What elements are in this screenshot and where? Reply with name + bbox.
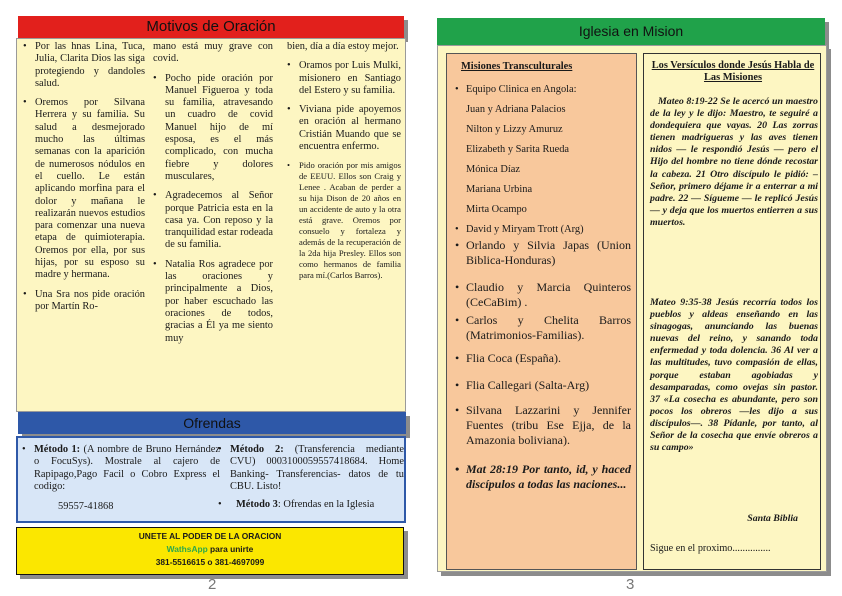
prayer-item-continued: mano está muy grave con covid. bbox=[153, 41, 273, 65]
prayer-power-banner bbox=[16, 527, 404, 575]
mission-item: • Silvana Lazzarini y Jennifer Fuentes (tribu Ese Ejja, de la Amazonia boliviana). bbox=[455, 403, 631, 448]
missions-list bbox=[455, 84, 631, 492]
offerings-column-1 bbox=[22, 444, 220, 519]
mission-item: • David y Miryam Trott (Arg) bbox=[455, 224, 631, 236]
verse-mateo-9: Mateo 9:35-38 Jesús recorría todos los pueblos y aldeas enseñando en las sinagogas, anunciando las buenas nuevas del reino, y sanando toda enfermedad y toda dolencia. 36 Al ver a las multitudes, tuvo compasión de ellas, porque estaban agobiadas y desamparadas, como ovejas sin pastor. 37 «La cosecha es abundante, pero son pocos los obreros —les dijo a sus discípulos—. 38 Pídanle, por tanto, al Señor de la cosecha que envíe obreros a su campo» bbox=[650, 297, 818, 454]
offerings-column-2 bbox=[218, 444, 404, 517]
prayer-item: • Una Sra nos pide oración por Martín Ro- bbox=[23, 289, 145, 314]
method-1-text: (A nombre de Bruno Hernández o FocuSys). Mostrale al cajero de Rapipago,Pago Facil o Cobro Express el codigo: bbox=[34, 444, 220, 492]
mission-item: Mirta Ocampo bbox=[466, 204, 527, 215]
mission-item: Nilton y Lizzy Amuruz bbox=[466, 124, 563, 135]
offerings-header: Ofrendas bbox=[18, 412, 406, 434]
verses-title: Los Versículos donde Jesús Habla de Las Misiones bbox=[651, 60, 815, 83]
join-text: para unirte bbox=[207, 544, 254, 554]
method-2-text: (Transferencia mediante CVU) 0003100059557418684. Home Banking- Transferencias- datos de tu CBU. Listo! bbox=[230, 444, 404, 492]
mission-item: • Flia Callegari (Salta-Arg) bbox=[455, 378, 631, 393]
mission-item: • Carlos y Chelita Barros (Matrimonios-Familias). bbox=[455, 313, 631, 343]
verse-source: Santa Biblia bbox=[747, 513, 798, 524]
offering-method-1 bbox=[22, 444, 220, 493]
mission-item: Elizabeth y Sarita Rueda bbox=[466, 144, 570, 155]
prayer-column-1 bbox=[23, 41, 145, 320]
prayer-power-title: UNETE AL PODER DE LA ORACION bbox=[138, 531, 282, 541]
prayer-item: • Pocho pide oración por Manuel Figueroa y toda su familia, atravesando un cuadro de covid Manuel hijo de mí esposa, es el más complicado, con mucha fiebre y dolores musculares, bbox=[153, 73, 273, 184]
prayer-requests-box bbox=[16, 38, 406, 412]
prayer-item: • Viviana pide apoyemos en oración al hermano Cristián Muando que se encuentra enfermo. bbox=[287, 104, 401, 153]
method-1-label: Método 1: bbox=[34, 444, 81, 455]
offering-method-2 bbox=[218, 444, 404, 493]
method-2-label: Método 2: bbox=[230, 444, 284, 455]
offerings-box bbox=[16, 436, 406, 523]
missions-box bbox=[446, 53, 637, 570]
whatsapp-line bbox=[17, 543, 403, 556]
method-1-code: 59557-41868 bbox=[58, 501, 114, 513]
mission-item: Juan y Adriana Palacios bbox=[466, 104, 566, 115]
mission-item: Mónica Díaz bbox=[466, 164, 520, 175]
verses-box bbox=[643, 53, 821, 570]
prayer-column-2 bbox=[153, 41, 273, 352]
verse-mateo-8: Mateo 8:19-22 Se le acercó un maestro de la ley y le dijo: Maestro, te seguiré a dondequiera que vayas. 20 Las zorras tienen madrigueras y las aves tienen nidos — le respondió Jesús — pero el Hijo del hombre no tiene dónde recostar la cabeza. 21 Otro discípulo le pidió: – Señor, primero déjame ir a enterrar a mi padre. 22 — Sígueme — le replicó Jesús — y deja que los muertos entierren a sus muertos. bbox=[650, 96, 818, 228]
mission-header: Iglesia en Mision bbox=[437, 18, 825, 45]
prayer-item-continued: bien, día a día estoy mejor. bbox=[287, 41, 399, 52]
prayer-item: • Oramos por Luis Mulki, misionero en Santiago del Estero y su familia. bbox=[287, 60, 401, 97]
mission-item: Mariana Urbina bbox=[466, 184, 533, 195]
missions-title: Misiones Transculturales bbox=[461, 61, 573, 72]
mission-item: • Mat 28:19 Por tanto, id, y haced discípulos a todas las naciones... bbox=[455, 462, 631, 492]
phone-numbers: 381-5516615 o 381-4697099 bbox=[155, 557, 265, 567]
prayer-item: • Natalia Ros agradece por las oraciones y principalmente a Dios, por haber escuchado las oraciones de todos, gracias a Él ya me siento muy bbox=[153, 259, 273, 345]
prayer-item: • Oremos por Silvana Herrera y su familia. Su salud a desmejorado mucho las últimas semanas con la aparición de numerosos nódulos en el cuello. Le están aplicando morfina para el dolor y mañana le realizarán nuevos estudios para comenzar una nueva etapa de quimioterapia. Oremos por ella, por sus hijas, por su esposo su madre y hermana. bbox=[23, 97, 145, 281]
mission-item: • Claudio y Marcia Quinteros (CeCaBim) . bbox=[455, 280, 631, 310]
prayer-item: • Por las hnas Lina, Tuca, Julia, Clarita Dios las siga protegiendo y dandoles salud. bbox=[23, 41, 145, 90]
mission-item: • Equipo Clinica en Angola: bbox=[455, 84, 631, 96]
page-number-right: 3 bbox=[626, 576, 635, 593]
page-number-left: 2 bbox=[208, 576, 217, 593]
prayer-column-3 bbox=[287, 41, 401, 288]
mission-item: • Flia Coca (España). bbox=[455, 351, 631, 366]
offering-method-3 bbox=[218, 499, 404, 511]
prayer-header: Motivos de Oración bbox=[18, 16, 404, 38]
method-3-label: Método 3 bbox=[236, 499, 278, 511]
prayer-item: • Agradecemos al Señor porque Patricia esta en la casa ya. Con reposo y la tranquilidad estar rodeada de su familia. bbox=[153, 190, 273, 251]
whatsapp-link[interactable]: WathsApp bbox=[166, 544, 208, 554]
method-3-text: : Ofrendas en la Iglesia bbox=[277, 499, 375, 511]
continued-note: Sigue en el proximo............... bbox=[650, 543, 771, 554]
prayer-item: • Pido oración por mis amigos de EEUU. Ellos son Craig y Lenee . Acaban de perder a su hija Dison de 20 años en un accidente de auto y la otra está grave. Oremos por consuelo y fortaleza y además de la recuperación de la 2da hija Presley. Ellos son como hermanos de familia para mí.(Carlos Barros). bbox=[287, 160, 401, 281]
mission-item: • Orlando y Silvia Japas (Union Biblica-Honduras) bbox=[455, 238, 631, 268]
